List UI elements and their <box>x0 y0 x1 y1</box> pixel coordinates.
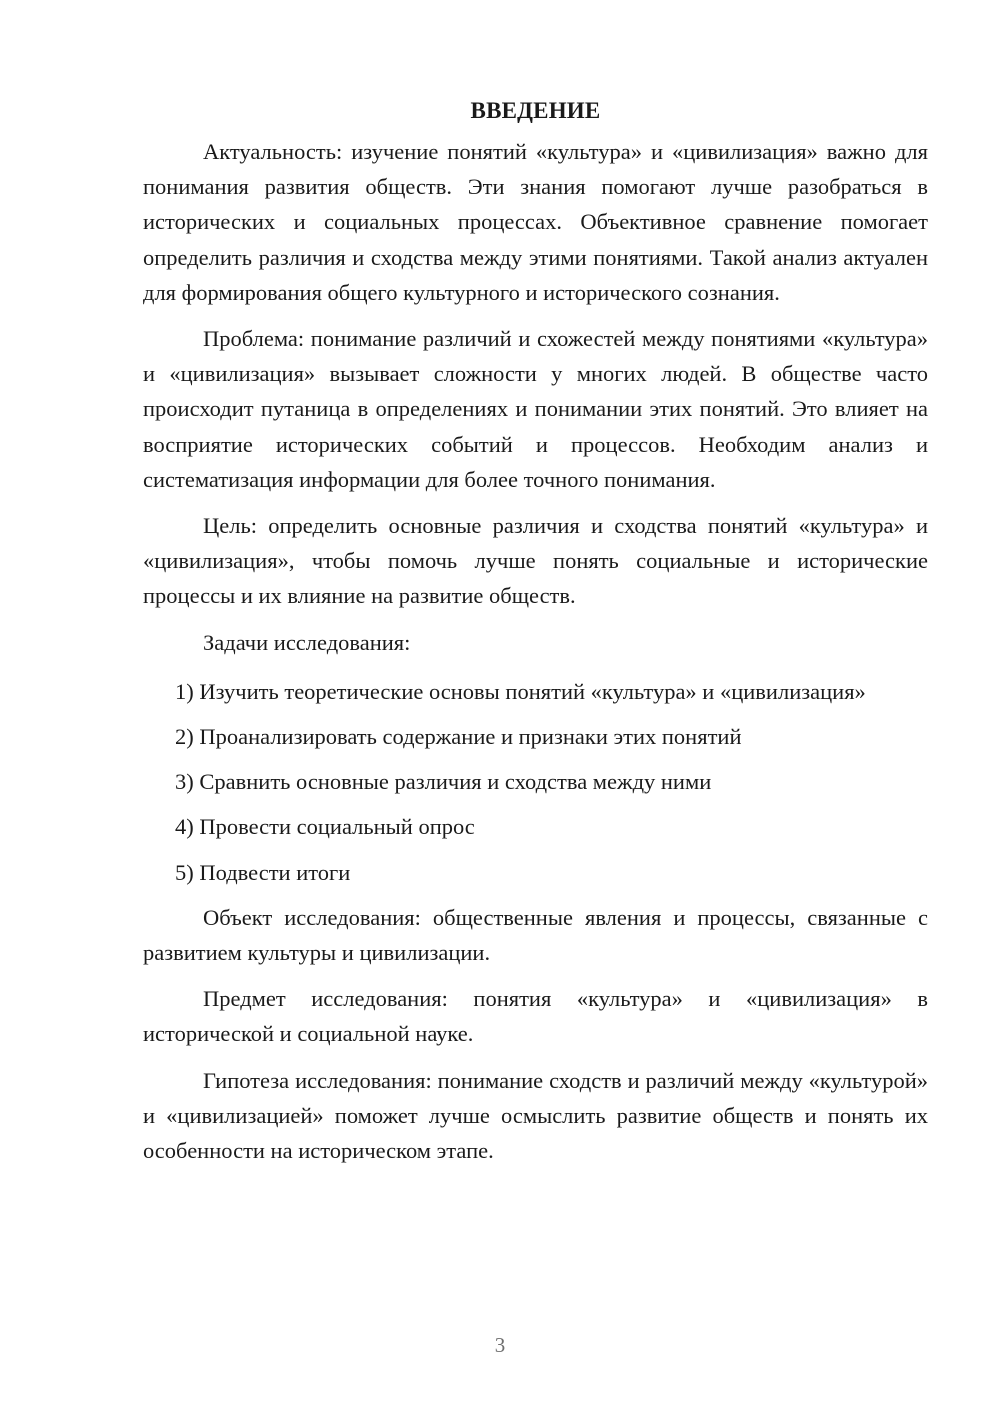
subject-paragraph: Предмет исследования: понятия «культура» и «цивилизация» в исторической и социальной науке. <box>143 986 928 1047</box>
tasks-heading: Задачи исследования: <box>203 629 411 655</box>
task-item: 1) Изучить теоретические основы понятий «культура» и «цивилизация» <box>175 678 866 704</box>
page-title: ВВЕДЕНИЕ <box>470 98 601 123</box>
task-item: 3) Сравнить основные различия и сходства между ними <box>175 769 712 795</box>
page-number: 3 <box>494 1333 506 1357</box>
hypothesis-paragraph: Гипотеза исследования: понимание сходств и различий между «культурой» и «цивилизацией» поможет лучше осмыслить развитие обществ и понять их особенности на историческом этапе. <box>143 1067 928 1164</box>
goal-paragraph: Цель: определить основные различия и сходства понятий «культура» и «цивилизация», чтобы помочь лучше понять социальные и исторические процессы и их влияние на развитие обществ. <box>143 513 928 609</box>
relevance-paragraph: Актуальность: изучение понятий «культура» и «цивилизация» важно для понимания развития обществ. Эти знания помогают лучше разобраться в исторических и социальных процессах. Объективное сравнение помогает определить различия и сходства между этими понятиями. Такой анализ актуален для формирования общего культурного и исторического сознания. <box>143 139 928 305</box>
document-page <box>143 96 928 1179</box>
task-item: 4) Провести социальный опрос <box>175 814 475 840</box>
task-item: 2) Проанализировать содержание и признаки этих понятий <box>175 724 742 750</box>
object-paragraph: Объект исследования: общественные явления и процессы, связанные с развитием культуры и цивилизации. <box>143 904 928 966</box>
problem-paragraph: Проблема: понимание различий и схожестей между понятиями «культура» и «цивилизация» вызывает сложности у многих людей. В обществе часто происходит путаница в определениях и понимании этих понятий. Это влияет на восприятие исторических событий и процессов. Необходим анализ и систематизация информации для более точного понимания. <box>143 326 928 492</box>
task-item: 5) Подвести итоги <box>175 859 351 885</box>
